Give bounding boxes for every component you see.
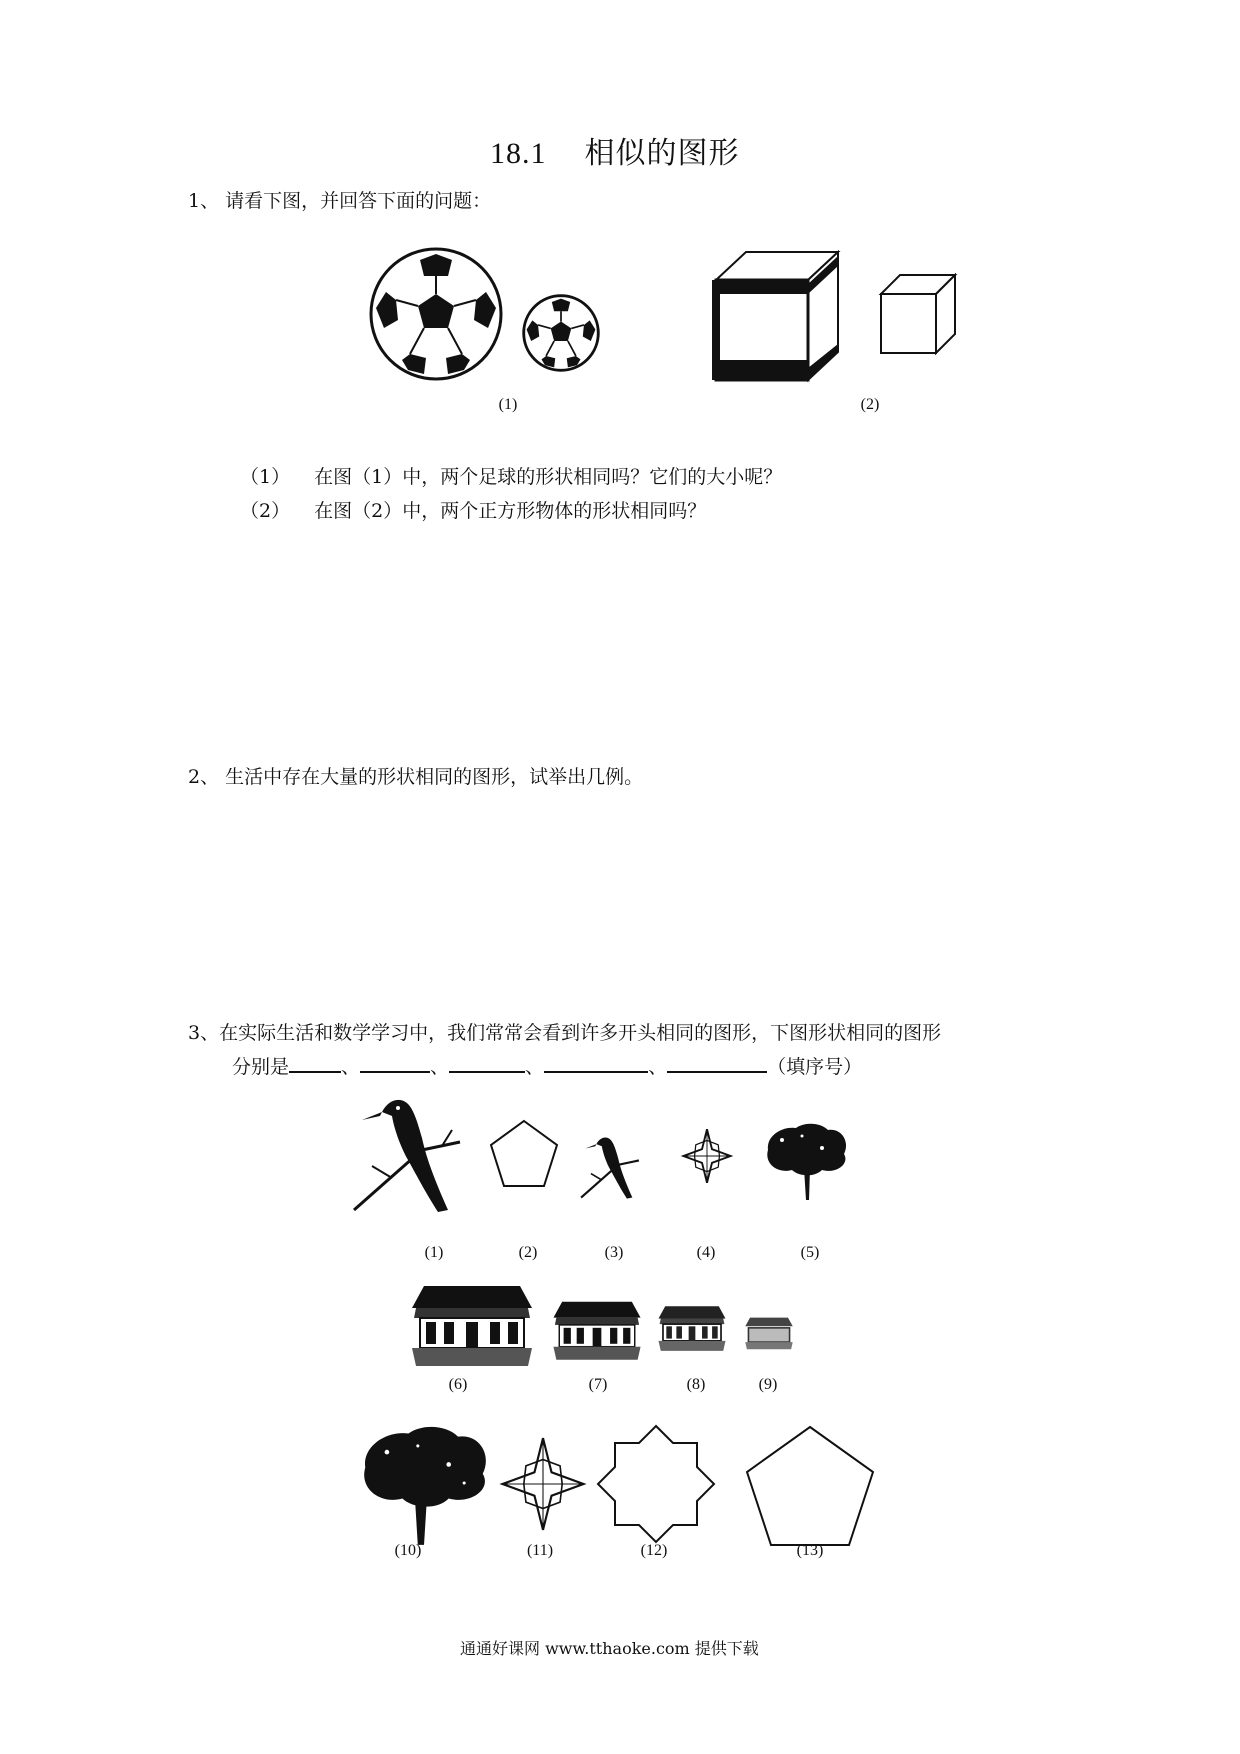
pentagon-icon [744, 1424, 876, 1548]
answer-prefix: 分别是 [232, 1056, 290, 1078]
sub-question-text: 在图（2）中，两个正方形物体的形状相同吗？ [314, 500, 707, 522]
figure-caption: (8) [686, 1376, 706, 1393]
star-icon [682, 1128, 732, 1184]
footer-text: 通通好课网 www.tthaoke.com 提供下载 [460, 1639, 759, 1658]
figure-caption: (4) [696, 1244, 716, 1261]
cube-small-icon [878, 272, 958, 356]
figure-caption: (13) [796, 1542, 824, 1559]
question-3-prompt: 3、在实际生活和数学学习中，我们常常会看到许多开头相同的图形，下图形状相同的图形 [188, 1022, 942, 1044]
separator: 、 [341, 1056, 361, 1078]
figure-caption: (1) [424, 1244, 444, 1261]
cube-large-icon [712, 248, 842, 382]
answer-blank-1[interactable] [289, 1055, 341, 1073]
figure-caption: (1) [498, 396, 518, 413]
figure-caption: (2) [860, 396, 880, 413]
answer-blank-2[interactable] [360, 1055, 430, 1073]
sub-question-text: 在图（1）中，两个足球的形状相同吗？它们的大小呢？ [314, 466, 783, 488]
figure-caption: (3) [604, 1244, 624, 1261]
sub-question-2 [240, 496, 706, 523]
building-icon [656, 1304, 728, 1352]
bird-icon [580, 1134, 640, 1200]
bird-icon [352, 1094, 462, 1214]
pentagon-icon [488, 1118, 560, 1190]
figure-caption: (6) [448, 1376, 468, 1393]
sub-question-label: （2） [240, 500, 291, 522]
tree-icon [762, 1120, 850, 1200]
building-icon [552, 1298, 642, 1362]
figure-caption: (7) [588, 1376, 608, 1393]
building-icon [744, 1316, 794, 1350]
building-icon [410, 1282, 534, 1368]
sub-question-label: （1） [240, 466, 291, 488]
figure-caption: (9) [758, 1376, 778, 1393]
tree-icon [356, 1418, 492, 1548]
separator: 、 [430, 1056, 450, 1078]
soccer-ball-large-icon [368, 246, 504, 382]
question-2-prompt: 2、 生活中存在大量的形状相同的图形，试举出几例。 [188, 766, 644, 788]
sub-question-1 [240, 462, 782, 489]
separator: 、 [525, 1056, 545, 1078]
question-1-prompt: 1、 请看下图，并回答下面的问题： [188, 190, 492, 212]
figure-caption: (11) [526, 1542, 554, 1559]
answer-blank-4[interactable] [544, 1055, 648, 1073]
figure-caption: (5) [800, 1244, 820, 1261]
figure-caption: (12) [640, 1542, 668, 1559]
answer-blank-3[interactable] [449, 1055, 525, 1073]
soccer-ball-small-icon [522, 294, 600, 372]
figure-caption: (10) [394, 1542, 422, 1559]
octagram-icon [596, 1424, 716, 1544]
star-icon [500, 1436, 586, 1532]
question-3-answer-line [232, 1052, 862, 1079]
answer-suffix: （填序号） [767, 1056, 863, 1078]
page-title [490, 128, 740, 172]
answer-blank-5[interactable] [667, 1055, 767, 1073]
section-number: 18.1 [490, 137, 547, 170]
separator: 、 [648, 1056, 668, 1078]
section-title: 相似的图形 [584, 136, 740, 171]
figure-caption: (2) [518, 1244, 538, 1261]
